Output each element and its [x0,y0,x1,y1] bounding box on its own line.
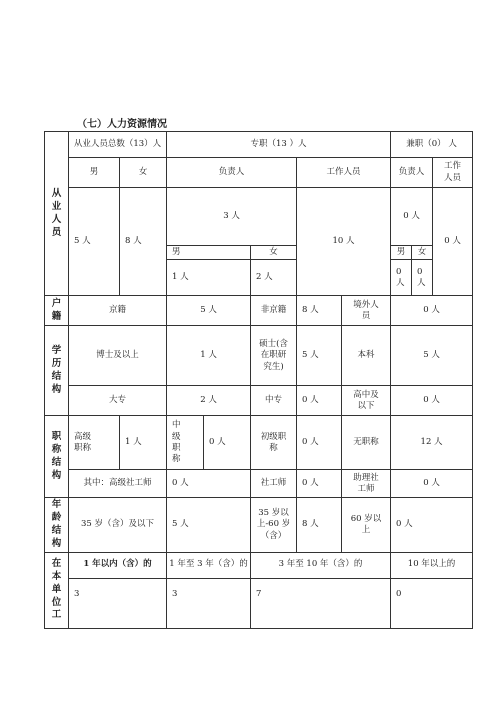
social-worker-value: 0 人 [297,470,342,498]
secondary-value: 0 人 [297,386,342,416]
hr-table [44,131,473,629]
tenure-1-label: 1 年以内（含）的 [69,552,167,578]
age-35-60-label: 35 岁以 上-60 岁 （含） [251,498,297,552]
no-title-value: 12 人 [391,416,473,470]
total-male-value: 5 人 [69,188,120,296]
pt-leader-value: 0 人 [391,188,433,246]
section-personnel: 从 业 人 员 [45,132,69,296]
age-35-label: 35 岁（含）及以下 [69,498,167,552]
ft-leader-header: 负责人 [167,158,297,188]
assistant-social-worker-label: 助理社 工师 [342,470,391,498]
male-header: 男 [69,158,120,188]
section-tenure: 在 本 单 位 工 [45,552,69,628]
highschool-label: 高中及 以下 [342,386,391,416]
ft-staff-header: 工作人员 [297,158,391,188]
fulltime-header: 专职（13 ）人 [167,132,391,158]
ft-leader-male-value: 1 人 [167,260,251,296]
beijing-value: 5 人 [167,296,251,326]
tenure-3-10-label: 3 年至 10 年（含）的 [251,552,391,578]
senior-title-label: 高级 职称 [69,416,120,470]
ft-staff-value: 10 人 [297,188,391,296]
tenure-3-10-value: 7 [251,578,391,628]
age-35-value: 5 人 [167,498,251,552]
tenure-10-label: 10 年以上的 [391,552,473,578]
senior-title-value: 1 人 [120,416,167,470]
phd-label: 博士及以上 [69,326,167,386]
tenure-1-value: 3 [69,578,167,628]
non-beijing-value: 8 人 [297,296,342,326]
college-value: 2 人 [167,386,251,416]
tenure-10-value: 0 [391,578,473,628]
college-label: 大专 [69,386,167,416]
section-age: 年 龄 结 构 [45,498,69,552]
tenure-1-3-value: 3 [167,578,251,628]
bachelor-value: 5 人 [391,326,473,386]
highschool-value: 0 人 [391,386,473,416]
mid-title-label: 中 级 职 称 [167,416,204,470]
ft-leader-male-header: 男 [167,246,251,260]
assistant-social-worker-value: 0 人 [391,470,473,498]
total-female-value: 8 人 [120,188,167,296]
senior-social-worker-label: 其中：高级社工师 [69,470,167,498]
pt-leader-header: 负责人 [391,158,433,188]
section-education: 学 历 结 构 [45,326,69,416]
parttime-header: 兼职（0） 人 [391,132,473,158]
overseas-label: 境外人 员 [342,296,391,326]
pt-leader-male-header: 男 [391,246,412,260]
total-personnel-header: 从业人员总数（13）人 [69,132,167,158]
mid-title-value: 0 人 [204,416,251,470]
senior-social-worker-value: 0 人 [167,470,251,498]
overseas-value: 0 人 [391,296,473,326]
section-title: （七）人力资源情况 [77,119,167,130]
master-value: 5 人 [297,326,342,386]
social-worker-label: 社工师 [251,470,297,498]
master-label: 硕士(含 在职研 究生) [251,326,297,386]
ft-leader-female-header: 女 [251,246,297,260]
pt-staff-header: 工作 人员 [433,158,473,188]
non-beijing-label: 非京籍 [251,296,297,326]
junior-title-label: 初级职 称 [251,416,297,470]
pt-leader-male-value: 0 人 [391,260,412,296]
age-60-value: 0 人 [391,498,473,552]
no-title-label: 无职称 [342,416,391,470]
pt-staff-value: 0 人 [433,188,473,296]
age-35-60-value: 8 人 [297,498,342,552]
section-hukou: 户 籍 [45,296,69,326]
age-60-label: 60 岁以 上 [342,498,391,552]
tenure-1-3-label: 1 年至 3 年（含）的 [167,552,251,578]
pt-leader-female-value: 0 人 [412,260,433,296]
female-header: 女 [120,158,167,188]
ft-leader-female-value: 2 人 [251,260,297,296]
junior-title-value: 0 人 [297,416,342,470]
bachelor-label: 本科 [342,326,391,386]
beijing-label: 京籍 [69,296,167,326]
ft-leader-value: 3 人 [167,188,297,246]
section-titles: 职 称 结 构 [45,416,69,498]
phd-value: 1 人 [167,326,251,386]
secondary-label: 中专 [251,386,297,416]
pt-leader-female-header: 女 [412,246,433,260]
